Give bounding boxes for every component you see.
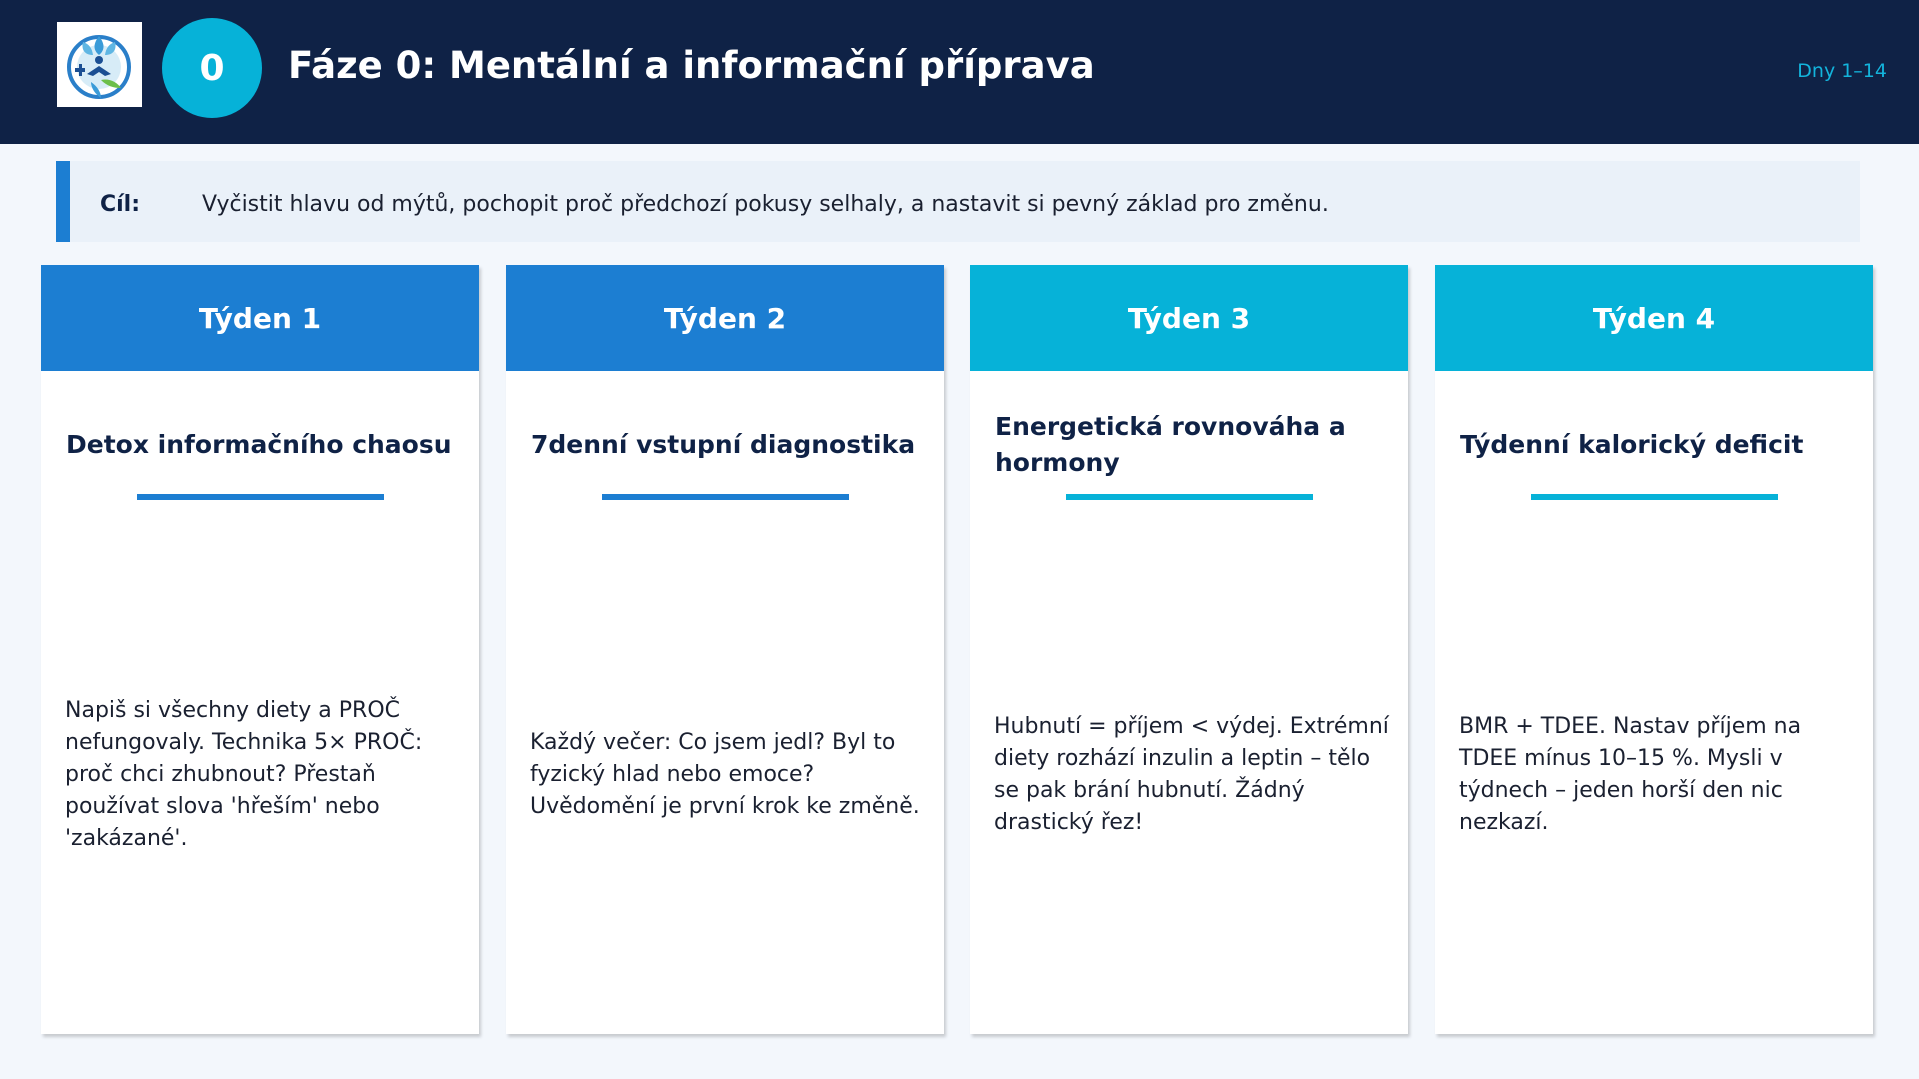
week-card-text: Každý večer: Co jsem jedl? Byl to fyzický hlad nebo emoce? Uvědomění je první krok ke změně.	[530, 730, 920, 819]
logo-icon	[57, 22, 142, 107]
week-card-header: Týden 4	[1435, 265, 1873, 371]
week-card-2	[506, 265, 944, 1034]
days-range: Dny 1–14	[1797, 60, 1887, 82]
week-card-1	[41, 265, 479, 1034]
goal-text: Vyčistit hlavu od mýtů, pochopit proč předchozí pokusy selhaly, a nastavit si pevný základ pro změnu.	[202, 192, 1329, 217]
week-card-subtitle: 7denní vstupní diagnostika	[531, 430, 916, 459]
goal-label: Cíl:	[100, 192, 141, 217]
week-card-text: Hubnutí = příjem < výdej. Extrémní diety rozhází inzulin a leptin – tělo se pak brání hubnutí. Žádný drastický řez!	[994, 714, 1389, 835]
phase-number-badge: 0	[162, 18, 262, 118]
week-card-text: Napiš si všechny diety a PROČ nefungovaly. Technika 5× PROČ: proč chci zhubnout? Přestaň používat slova 'hřeším' nebo 'zakázané'.	[65, 698, 423, 851]
app-logo	[57, 22, 142, 107]
week-card-subtitle: Detox informačního chaosu	[66, 430, 452, 459]
week-card-4	[1435, 265, 1873, 1034]
phase-header	[0, 0, 1919, 144]
goal-banner	[56, 161, 1860, 242]
week-card-subtitle: Energetická rovnováha a hormony	[995, 412, 1346, 477]
week-card-header: Týden 3	[970, 265, 1408, 371]
week-card-divider	[137, 494, 384, 500]
week-card-header: Týden 1	[41, 265, 479, 371]
week-card-text: BMR + TDEE. Nastav příjem na TDEE mínus 10–15 %. Mysli v týdnech – jeden horší den nic nezkazí.	[1459, 714, 1802, 835]
week-card-divider	[1066, 494, 1313, 500]
week-card-header: Týden 2	[506, 265, 944, 371]
week-card-divider	[1531, 494, 1778, 500]
week-card-divider	[602, 494, 849, 500]
week-card-subtitle: Týdenní kalorický deficit	[1460, 430, 1804, 459]
page-title: Fáze 0: Mentální a informační příprava	[288, 44, 1095, 87]
week-card-3	[970, 265, 1408, 1034]
